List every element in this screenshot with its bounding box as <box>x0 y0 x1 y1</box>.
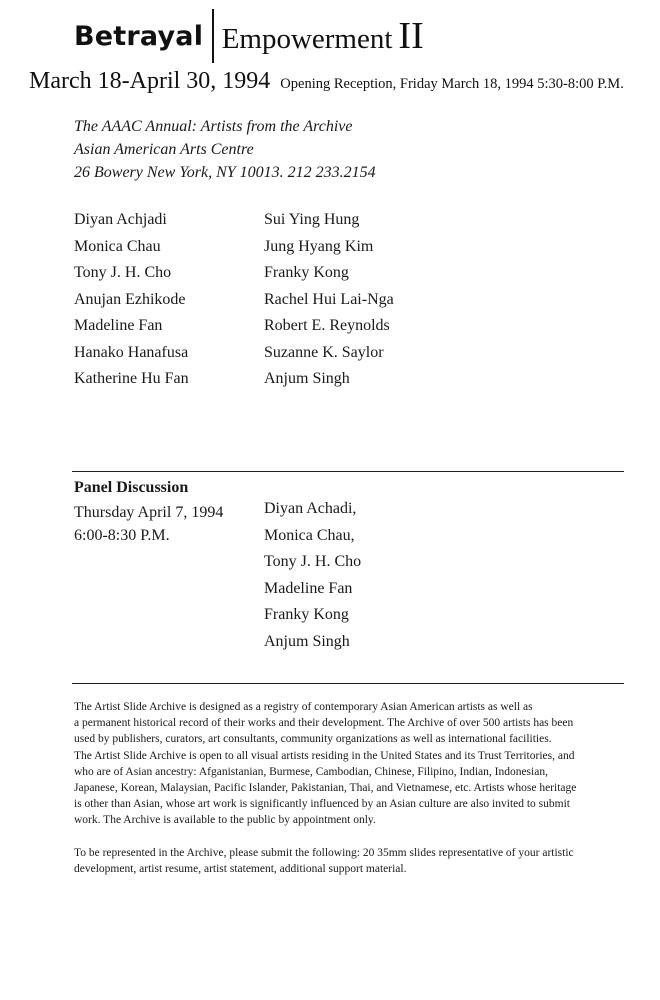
panel-time: 6:00-8:30 P.M. <box>74 527 170 544</box>
title-divider <box>212 9 214 63</box>
panelist-name: Anjum Singh <box>264 632 350 650</box>
paragraph-line: development, artist resume, artist statement, additional support material. <box>74 862 407 875</box>
panel-heading: Panel Discussion <box>74 479 189 496</box>
artist-name: Monica Chau <box>74 237 161 255</box>
paragraph-line: who are of Asian ancestry: Afganistanian, Burmese, Cambodian, Chinese, Filipino, Indian, Indonesian, <box>74 765 548 778</box>
artist-name: Anjum Singh <box>264 370 350 387</box>
paragraph-line: work. The Archive is available to the public by appointment only. <box>74 814 376 827</box>
title-roman-numeral: II <box>398 15 424 57</box>
opening-reception: Opening Reception, Friday March 18, 1994 5:30-8:00 P.M. <box>280 76 624 92</box>
paragraph-line: The Artist Slide Archive is open to all visual artists residing in the United States and its Trust Territories, and <box>74 749 575 762</box>
panel-date: Thursday April 7, 1994 <box>74 504 224 521</box>
archive-paragraph <box>74 699 629 829</box>
title-betrayal: Betrayal <box>74 20 204 52</box>
artist-name: Jung Hyang Kim <box>264 237 374 255</box>
venue-line: The AAAC Annual: Artists from the Archive <box>74 118 353 135</box>
artist-list-left <box>74 207 189 393</box>
panelist-name: Diyan Achadi, <box>264 500 357 517</box>
panel-schedule <box>74 501 223 547</box>
artist-name: Rachel Hui Lai-Nga <box>264 290 394 308</box>
venue-line: Asian American Arts Centre <box>74 141 254 158</box>
paragraph-line: To be represented in the Archive, please submit the following: 20 35mm slides representative of your artistic <box>74 846 574 859</box>
artist-list-right <box>264 207 394 393</box>
exhibition-dates <box>29 68 624 95</box>
artist-name: Madeline Fan <box>74 317 163 334</box>
artist-name: Diyan Achjadi <box>74 211 167 228</box>
artist-name: Tony J. H. Cho <box>74 264 172 281</box>
archive-description <box>74 699 629 877</box>
artist-name: Hanako Hanafusa <box>74 343 189 361</box>
artist-name: Katherine Hu Fan <box>74 370 189 387</box>
flyer-title <box>74 8 424 64</box>
panelist-name: Franky Kong <box>264 606 349 623</box>
paragraph-line: The Artist Slide Archive is designed as a registry of contemporary Asian American artists as well as <box>74 701 533 713</box>
artist-name: Suzanne K. Saylor <box>264 343 384 361</box>
paragraph-line: Japanese, Korean, Malaysian, Pacific Islander, Pakistanian, Thai, and Vietnamese, etc. Artists whose heritage <box>74 782 577 795</box>
artist-name: Robert E. Reynolds <box>264 317 390 334</box>
section-divider-bottom <box>72 683 624 684</box>
artist-name: Anujan Ezhikode <box>74 290 186 308</box>
paragraph-line: is other than Asian, whose art work is significantly influenced by an Asian culture are also invited to submit <box>74 798 570 811</box>
artist-name: Sui Ying Hung <box>264 211 360 228</box>
title-empowerment <box>222 14 424 58</box>
panelist-name: Tony J. H. Cho <box>264 553 362 570</box>
section-divider-top <box>72 471 624 472</box>
panelist-name: Monica Chau, <box>264 526 355 544</box>
date-range: March 18-April 30, 1994 <box>29 68 271 94</box>
paragraph-line: used by publishers, curators, art consultants, community organizations as well as international facilities. <box>74 733 552 746</box>
venue-line: 26 Bowery New York, NY 10013. 212 233.2154 <box>74 164 376 181</box>
venue-block <box>74 115 376 184</box>
title-empowerment-word: Empowerment <box>221 23 393 55</box>
paragraph-line: a permanent historical record of their works and their development. The Archive of over 500 artists has been <box>74 717 574 730</box>
submission-paragraph <box>74 845 629 877</box>
panelist-name: Madeline Fan <box>264 579 353 597</box>
panel-participants <box>264 496 361 655</box>
artist-name: Franky Kong <box>264 264 349 281</box>
